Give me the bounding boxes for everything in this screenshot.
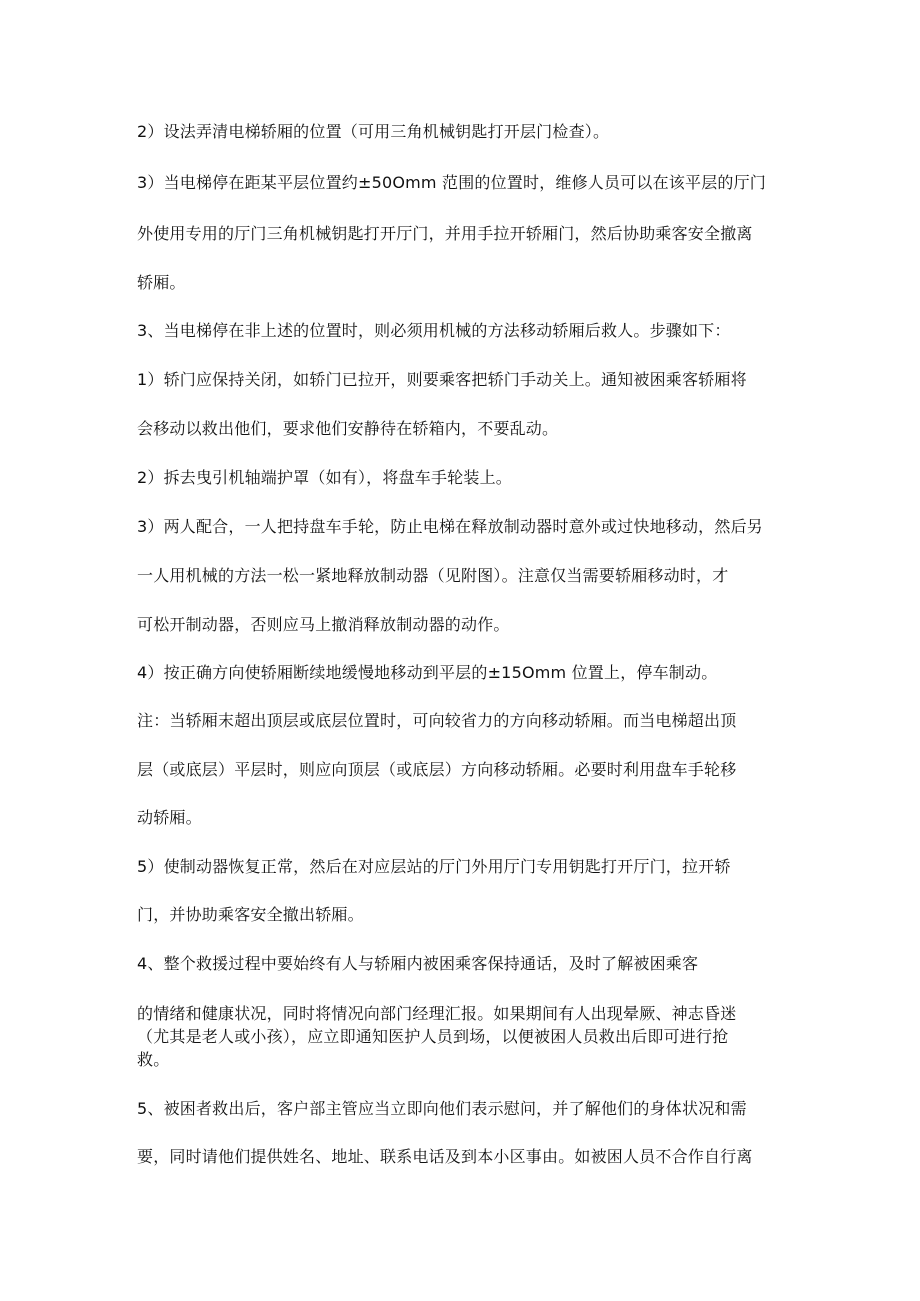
text-line: 会移动以救出他们，要求他们安静待在轿箱内，不要乱动。 [137,419,559,438]
text-line: 外使用专用的厅门三角机械钥匙打开厅门，并用手拉开轿厢门，然后协助乘客安全撤离 [137,224,753,243]
text-line: 动轿厢。 [137,808,202,827]
text-line: 可松开制动器，否则应马上撤消释放制动器的动作。 [137,615,510,634]
text-line: 4、整个救援过程中要始终有人与轿厢内被困乘客保持通话，及时了解被困乘客 [137,954,699,973]
text-line: 轿厢。 [137,273,186,292]
text-line: 救。 [137,1050,170,1069]
text-line: 3、当电梯停在非上述的位置时，则必须用机械的方法移动轿厢后救人。步骤如下： [137,321,731,340]
text-line: 5、被困者救出后，客户部主管应当立即向他们表示慰问，并了解他们的身体状况和需 [137,1099,747,1118]
text-line: 5）使制动器恢复正常，然后在对应层站的厅门外用厅门专用钥匙打开厅门，拉开轿 [137,857,731,876]
text-line: 2）设法弄清电梯轿厢的位置（可用三角机械钥匙打开层门检查）。 [137,122,610,141]
text-line: 门，并协助乘客安全撤出轿厢。 [137,905,364,924]
text-line: 的情绪和健康状况，同时将情况向部门经理汇报。如果期间有人出现晕厥、神志昏迷 [137,1004,737,1023]
text-line: 层（或底层）平层时，则应向顶层（或底层）方向移动轿厢。必要时利用盘车手轮移 [137,760,737,779]
text-line: 注：当轿厢末超出顶层或底层位置时，可向较省力的方向移动轿厢。而当电梯超出顶 [137,711,737,730]
text-line: 2）拆去曳引机轴端护罩（如有），将盘车手轮装上。 [137,468,512,487]
text-line: 1）轿门应保持关闭，如轿门已拉开，则要乘客把轿门手动关上。通知被困乘客轿厢将 [137,370,747,389]
text-line: 要，同时请他们提供姓名、地址、联系电话及到本小区事由。如被困人员不合作自行离 [137,1147,753,1166]
text-line: 3）当电梯停在距某平层位置约±50Omm 范围的位置时，维修人员可以在该平层的厅门 [137,173,766,192]
text-line: 一人用机械的方法一松一紧地释放制动器（见附图）。注意仅当需要轿厢移动时，才 [137,566,729,585]
text-line: 3）两人配合，一人把持盘车手轮，防止电梯在释放制动器时意外或过快地移动，然后另 [137,517,763,536]
text-line: （尤其是老人或小孩），应立即通知医护人员到场，以便被困人员救出后即可进行抢 [137,1027,729,1046]
text-line: 4）按正确方向使轿厢断续地缓慢地移动到平层的±15Omm 位置上，停车制动。 [137,663,718,682]
